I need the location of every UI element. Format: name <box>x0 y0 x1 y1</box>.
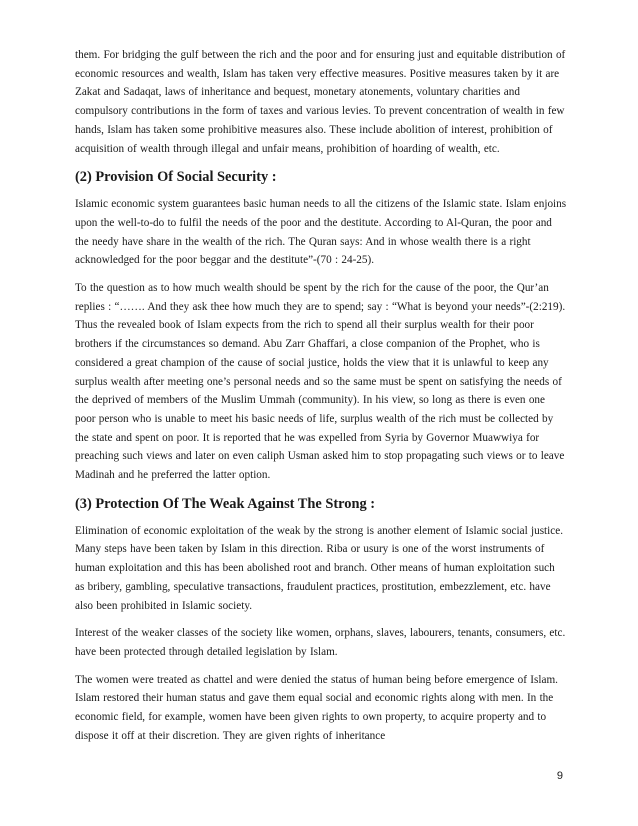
paragraph-protection-3: The women were treated as chattel and were denied the status of human being before emergence of Islam. Islam restored their human status and gave them equal social and economic rights along with men. In the economic field, for example, women have been given rights to own property, to acquire property and to dispose it off at their discretion. They are given rights of inheritance <box>75 673 558 742</box>
page-number: 9 <box>556 770 563 782</box>
section-heading-protection-weak: (3) Protection Of The Weak Against The Strong : <box>75 495 376 512</box>
paragraph-intro: them. For bridging the gulf between the rich and the poor and for ensuring just and equitable distribution of economic resources and wealth, Islam has taken very effective measures. Positive measures taken by it are Zakat and Sadaqat, laws of inheritance and bequest, monetary atonements, voluntary charities and compulsory contributions in the form of taxes and various levies. To prevent concentration of wealth in few hands, Islam has taken some prohibitive measures also. These include abolition of interest, prohibition of acquisition of wealth through illegal and unfair means, prohibition of hoarding of wealth, etc. <box>75 49 566 155</box>
paragraph-protection-2: Interest of the weaker classes of the society like women, orphans, slaves, labourers, tenants, consumers, etc. have been protected through detailed legislation by Islam. <box>75 627 566 658</box>
paragraph-protection-1: Elimination of economic exploitation of the weak by the strong is another element of Islamic social justice. Many steps have been taken by Islam in this direction. Riba or usury is one of the worst instruments of human exploitation and this has been abolished root and branch. Other means of human exploitation such as bribery, gambling, speculative transactions, fraudulent practices, prostitution, embezzlement, etc. have also been prohibited in Islamic society. <box>75 524 563 612</box>
paragraph-social-security-2: To the question as to how much wealth should be spent by the rich for the cause of the poor, the Qur’an replies : “……. And they ask thee how much they are to spend; say : “What is beyond your needs”-(2:219). Thus the revealed book of Islam expects from the rich to spend all their surplus wealth for their poor brothers if the circumstances so demand. Abu Zarr Ghaffari, a close companion of the Prophet, who is considered a great champion of the cause of social justice, holds the view that it is unlawful to keep any surplus wealth after meeting one’s personal needs and so the same must be spent on satisfying the needs of the deprived of members of the Muslim Ummah (community). In his view, so long as there is even one poor person who is unable to meet his basic needs of life, surplus wealth of the rich must be collected by the state and spent on poor. It is reported that he was expelled from Syria by Governor Muawwiya for preaching such views and later on even caliph Usman asked him to stop propagating such views or to leave Madinah and he preferred the latter option. <box>75 282 566 482</box>
document-page <box>75 46 567 755</box>
section-heading-social-security: (2) Provision Of Social Security : <box>75 169 277 186</box>
paragraph-social-security-1: Islamic economic system guarantees basic human needs to all the citizens of the Islamic state. Islam enjoins upon the well-to-do to fulfil the needs of the poor and the destitute. According to Al-Quran, the poor and the needy have share in the wealth of the rich. The Quran says: And in whose wealth there is a right acknowledged for the poor beggar and the destitute”-(70 : 24-25). <box>75 198 567 267</box>
